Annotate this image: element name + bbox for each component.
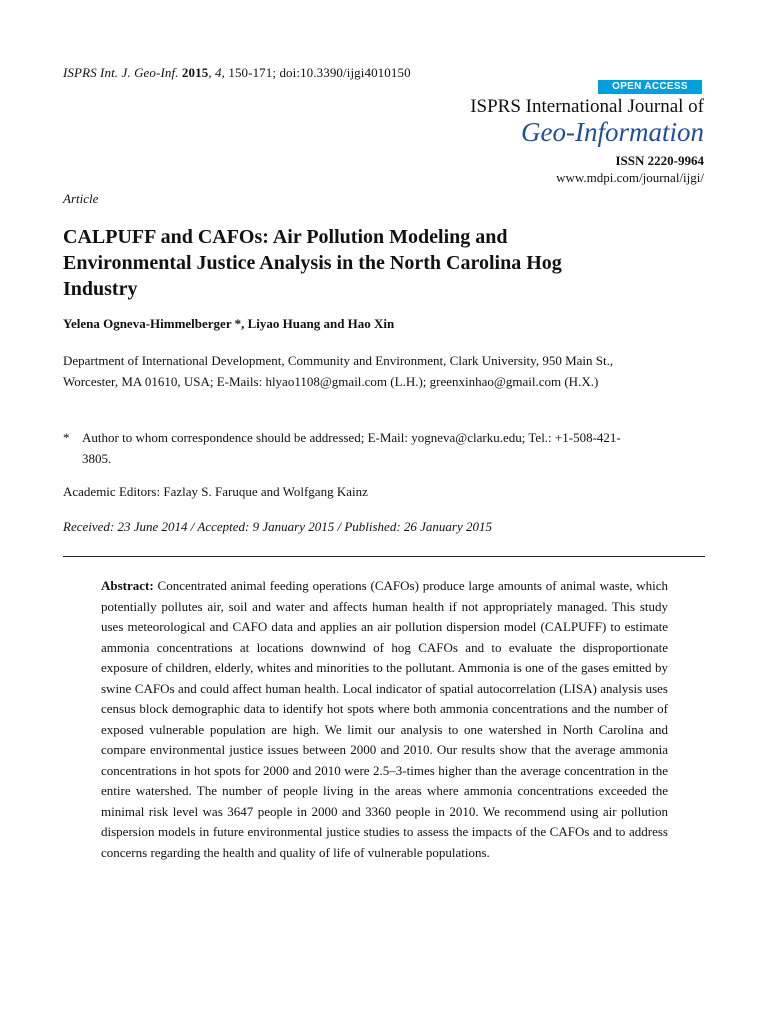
article-title: CALPUFF and CAFOs: Air Pollution Modeling and Environmental Justice Analysis in the North Carolina Hog Industry [63,226,562,300]
section-divider [63,556,705,557]
citation-pages-doi: , 150-171; doi:10.3390/ijgi4010150 [221,65,411,80]
open-access-badge: OPEN ACCESS [598,80,702,94]
journal-website[interactable]: www.mdpi.com/journal/ijgi/ [556,170,704,185]
citation-volume: 4 [215,65,222,80]
author-affiliation: Department of International Development, Community and Environment, Clark University, 950 Main St., Worcester, MA 01610, USA; E-Mails: hlyao1108@gmail.com (L.H.); greenxinhao@gmail.com (H.X.) [63,353,614,389]
citation-year: 2015 [181,65,209,80]
citation-separator: , [208,65,212,80]
abstract-label: Abstract: [101,578,154,593]
abstract-paragraph [101,576,668,863]
citation-journal: ISPRS Int. J. Geo-Inf. [63,65,179,80]
citation-line [63,65,411,81]
journal-subname: Geo-Information [521,117,704,147]
journal-issn: ISSN 2220-9964 [615,153,704,168]
correspondence-marker: * [63,430,70,445]
publication-dates: Received: 23 June 2014 / Accepted: 9 January 2015 / Published: 26 January 2015 [63,519,492,534]
correspondence-text: Author to whom correspondence should be addressed; E-Mail: yogneva@clarku.edu; Tel.: +1-508-421-3805. [82,430,621,466]
academic-editors: Academic Editors: Fazlay S. Faruque and Wolfgang Kainz [63,484,368,499]
abstract-text: Concentrated animal feeding operations (CAFOs) produce large amounts of animal waste, which potentially pollutes air, soil and water and affects human health if not appropriately managed. This study uses meteorological and CAFO data and applies an air pollution dispersion model (CALPUFF) to estimate ammonia concentrations at locations downwind of hog CAFOs and to evaluate the disproportionate exposure of children, elderly, whites and minorities to the pollutant. Ammonia is one of the gases emitted by swine CAFOs and could affect human health. Local indicator of spatial autocorrelation (LISA) analysis uses census block demographic data to identify hot spots where both ammonia concentrations and the number of exposed vulnerable population are high. We limit our analysis to one watershed in North Carolina and compare environmental justice issues between 2000 and 2010. Our results show that the average ammonia concentrations in hot spots for 2000 and 2010 were 2.5–3-times higher than the average concentration in the entire watershed. The number of people living in the areas where ammonia concentrations exceeded the minimal risk level was 3647 people in 2000 and 3360 people in 2010. We recommend using air pollution dispersion models in future environmental justice studies to assess the impacts of the CAFOs and to address concerns regarding the health and quality of life of vulnerable populations. [101,578,669,860]
journal-name: ISPRS International Journal of [470,96,704,117]
article-type: Article [63,191,99,206]
article-authors: Yelena Ogneva-Himmelberger *, Liyao Huang and Hao Xin [63,316,395,331]
